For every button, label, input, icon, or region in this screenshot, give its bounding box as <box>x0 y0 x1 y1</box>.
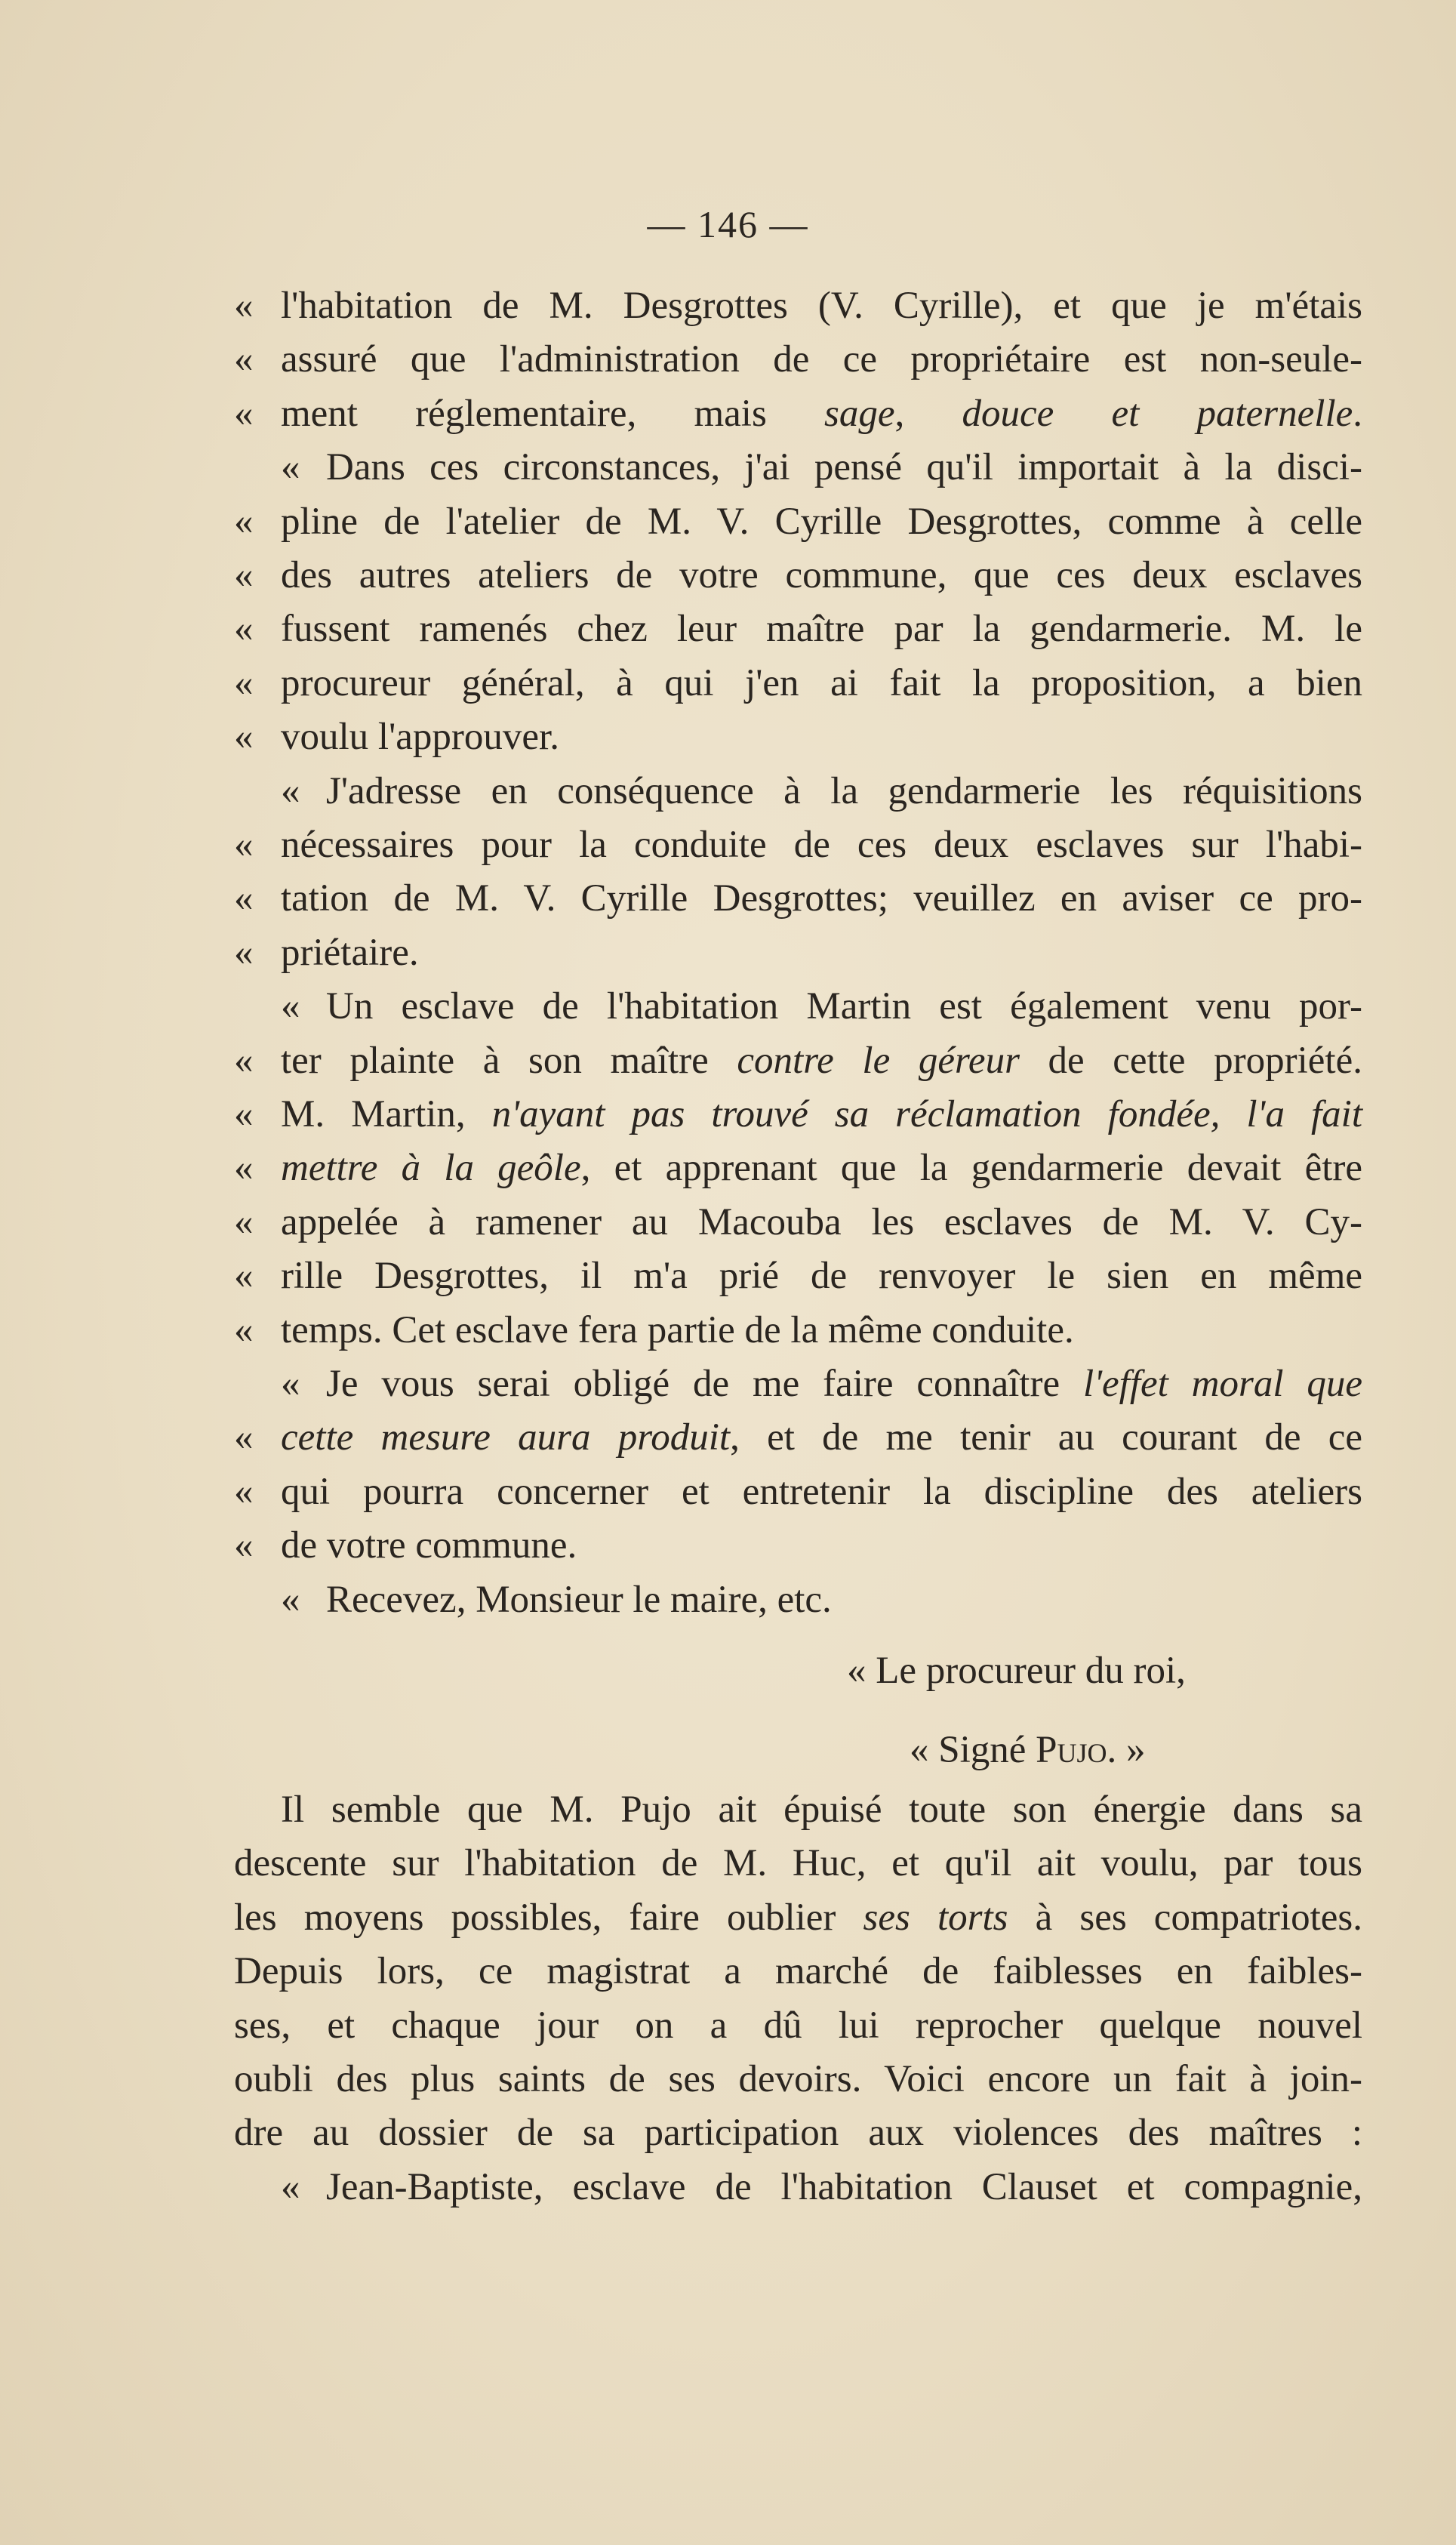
line-text: . <box>1353 393 1363 435</box>
line-text: fussent ramenés chez leur maître par la gendarmerie. M. le <box>281 608 1362 650</box>
quote-mark: « <box>234 1093 254 1135</box>
letter-line <box>281 1523 1362 1568</box>
line-text: Dans ces circonstances, j'ai pensé qu'il importait à la disci- <box>326 446 1362 488</box>
line-text: assuré que l'administration de ce propriétaire est non-seule- <box>281 338 1362 381</box>
line-text: Depuis lors, ce magistrat a marché de faiblesses en faibles- <box>234 1950 1362 1992</box>
quote-mark: « <box>281 770 300 812</box>
italic-text: douce et paternelle <box>962 393 1353 435</box>
italic-text: cette mesure aura produit <box>281 1416 731 1459</box>
line-text: , et de me tenir au courant de ce <box>730 1416 1363 1459</box>
line-text: temps. Cet esclave fera partie de la même conduite. <box>281 1309 1074 1351</box>
letter-line <box>281 1092 1362 1137</box>
letter-line <box>281 1469 1362 1514</box>
line-text: ses, et chaque jour on a dû lui reprocher quelque nouvel <box>234 2004 1362 2047</box>
signature-name: « Signé Pujo. » <box>910 1729 1146 1771</box>
italic-text: l'effet moral que <box>1082 1363 1362 1405</box>
letter-line <box>281 822 1362 867</box>
body-line <box>234 2057 1362 2102</box>
line-text: appelée à ramener au Macouba les esclaves de M. V. Cy- <box>281 1201 1362 1243</box>
quote-mark: « <box>234 501 254 543</box>
line-text: de votre commune. <box>281 1524 577 1567</box>
line-text: M. Martin, <box>281 1093 492 1135</box>
letter-line <box>326 445 1362 490</box>
quote-mark: « <box>234 1471 254 1513</box>
line-text: Il semble que M. Pujo ait épuisé toute son énergie dans sa <box>281 1789 1362 1831</box>
italic-text: sage <box>824 393 895 435</box>
letter-line <box>281 1200 1362 1245</box>
line-text: dre au dossier de sa participation aux violences des maîtres : <box>234 2112 1362 2154</box>
letter-line <box>326 1361 1362 1407</box>
line-text: ter plainte à son maître <box>281 1040 737 1082</box>
line-text: à ses compatriotes. <box>1008 1896 1362 1939</box>
line-text: de cette propriété. <box>1019 1040 1362 1082</box>
letter-line <box>281 499 1362 544</box>
letter-line <box>281 714 1362 759</box>
line-text: Recevez, Monsieur le maire, etc. <box>326 1579 832 1621</box>
letter-line <box>281 1253 1362 1299</box>
body-line <box>234 2110 1362 2155</box>
italic-text: ses torts <box>863 1896 1008 1939</box>
body-line <box>234 1949 1362 1994</box>
line-text: procureur général, à qui j'en ai fait la proposition, a bien <box>281 662 1362 704</box>
body-line <box>281 1787 1362 1832</box>
letter-line <box>326 984 1362 1029</box>
letter-line <box>281 1415 1362 1460</box>
line-text: pline de l'atelier de M. V. Cyrille Desgrottes, comme à celle <box>281 501 1362 543</box>
letter-line <box>281 337 1362 382</box>
quote-mark: « <box>281 985 300 1028</box>
body-line <box>326 2164 1362 2210</box>
quote-mark: « <box>234 824 254 866</box>
letter-line <box>281 283 1362 328</box>
letter-line <box>281 606 1362 652</box>
quote-mark: « <box>234 716 254 758</box>
letter-line <box>281 1145 1362 1191</box>
quote-mark: « <box>281 1579 300 1621</box>
quote-mark: « <box>281 446 300 488</box>
quote-mark: « <box>234 1147 254 1189</box>
quote-mark: « <box>234 393 254 435</box>
body-line <box>234 1895 1362 1940</box>
line-text: Un esclave de l'habitation Martin est également venu por- <box>326 985 1362 1028</box>
page-number: — 146 — <box>647 203 809 245</box>
quote-mark: « <box>234 554 254 596</box>
quote-mark: « <box>281 1363 300 1405</box>
italic-text: mettre à la geôle <box>281 1147 581 1189</box>
letter-line <box>326 769 1362 814</box>
body-line <box>234 2003 1362 2048</box>
quote-mark: « <box>234 1255 254 1297</box>
line-text: rille Desgrottes, il m'a prié de renvoyer le sien en même <box>281 1255 1362 1297</box>
quote-mark: « <box>234 608 254 650</box>
line-text: voulu l'approuver. <box>281 716 559 758</box>
line-text: les moyens possibles, faire oublier <box>234 1896 863 1939</box>
letter-line <box>281 1308 1362 1353</box>
line-text: l'habitation de M. Desgrottes (V. Cyrille), et que je m'étais <box>281 285 1362 327</box>
line-text: Je vous serai obligé de me faire connaître <box>326 1363 1083 1405</box>
quote-mark: « <box>234 1040 254 1082</box>
body-line <box>234 1841 1362 1886</box>
letter-line <box>281 391 1362 436</box>
letter-line <box>281 553 1362 598</box>
quote-mark: « <box>234 1416 254 1459</box>
italic-text: contre le géreur <box>737 1040 1020 1082</box>
quote-mark: « <box>281 2166 300 2208</box>
line-text: nécessaires pour la conduite de ces deux esclaves sur l'habi- <box>281 824 1362 866</box>
line-text: Jean-Baptiste, esclave de l'habitation Clauset et compagnie, <box>326 2166 1362 2208</box>
line-text: ment réglementaire, mais <box>281 393 825 435</box>
line-text: qui pourra concerner et entretenir la discipline des ateliers <box>281 1471 1362 1513</box>
line-text: , <box>894 393 962 435</box>
letter-line <box>281 930 1362 975</box>
italic-text: n'ayant pas trouvé sa réclamation fondée, l'a fait <box>491 1093 1363 1135</box>
quote-mark: « <box>234 1524 254 1567</box>
quote-mark: « <box>234 1309 254 1351</box>
quote-mark: « <box>234 1201 254 1243</box>
letter-line <box>326 1577 1362 1622</box>
line-text: priétaire. <box>281 932 419 974</box>
quote-mark: « <box>234 877 254 920</box>
line-text: des autres ateliers de votre commune, que ces deux esclaves <box>281 554 1362 596</box>
line-text: J'adresse en conséquence à la gendarmerie les réquisitions <box>326 770 1362 812</box>
line-text: , et apprenant que la gendarmerie devait être <box>580 1147 1362 1189</box>
quote-mark: « <box>234 285 254 327</box>
quote-mark: « <box>234 338 254 381</box>
letter-line <box>281 876 1362 921</box>
signature-title: « Le procureur du roi, <box>847 1650 1186 1692</box>
line-text: tation de M. V. Cyrille Desgrottes; veuillez en aviser ce pro- <box>281 877 1362 920</box>
quote-mark: « <box>234 932 254 974</box>
quote-mark: « <box>234 662 254 704</box>
line-text: oubli des plus saints de ses devoirs. Voici encore un fait à join- <box>234 2058 1362 2100</box>
line-text: descente sur l'habitation de M. Huc, et qu'il ait voulu, par tous <box>234 1842 1362 1884</box>
letter-line <box>281 1038 1362 1083</box>
letter-line <box>281 661 1362 706</box>
